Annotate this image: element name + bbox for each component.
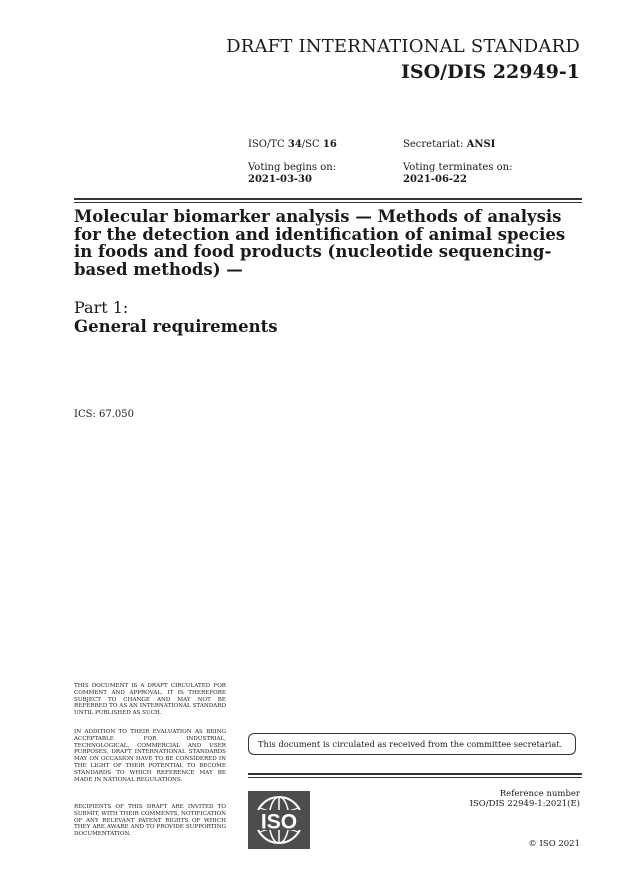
draft-standard-heading: DRAFT INTERNATIONAL STANDARD <box>226 36 580 57</box>
disclaimer-paragraph: THIS DOCUMENT IS A DRAFT CIRCULATED FOR COMMENT AND APPROVAL. IT IS THEREFORE SUBJECT TO CHANGE AND MAY NOT BE REFERRED TO AS AN INTERNATIONAL STANDARD UNTIL PUBLISHED AS SUCH. <box>74 683 226 717</box>
iso-logo <box>248 791 310 849</box>
reference-label: Reference number <box>499 789 580 799</box>
part-label: Part 1: <box>74 298 129 317</box>
voting-ends-label: Voting terminates on: <box>403 162 513 173</box>
footer-divider-thin <box>248 777 582 778</box>
committee: ISO/TC 34/SC 16 <box>248 139 337 150</box>
voting-begins-label: Voting begins on: <box>248 162 337 173</box>
ics-code: ICS: 67.050 <box>74 409 134 420</box>
reference-number: ISO/DIS 22949-1:2021(E) <box>469 799 580 809</box>
footer-divider <box>248 773 582 775</box>
iso-globe-icon <box>248 791 310 849</box>
disclaimer-paragraph: IN ADDITION TO THEIR EVALUATION AS BEING ACCEPTABLE FOR INDUSTRIAL, TECHNOLOGICAL, COMMERCIAL AND USER PURPOSES, DRAFT INTERNATIONAL STANDARDS MAY ON OCCASION HAVE TO BE CONSIDERED IN THE LIGHT OF THEIR POTENTIAL TO BECOME STANDARDS TO WHICH REFERENCE MAY BE MADE IN NATIONAL REGULATIONS. <box>74 729 226 783</box>
iso-logo-text: ISO <box>260 810 298 834</box>
copyright: © ISO 2021 <box>528 839 580 849</box>
voting-ends-date: 2021-06-22 <box>403 174 467 185</box>
document-number: ISO/DIS 22949-1 <box>400 61 580 83</box>
part-title: General requirements <box>74 317 278 336</box>
voting-begins-date: 2021-03-30 <box>248 174 312 185</box>
secretariat: Secretariat: ANSI <box>403 139 496 150</box>
disclaimer-paragraph: RECIPIENTS OF THIS DRAFT ARE INVITED TO SUBMIT, WITH THEIR COMMENTS, NOTIFICATION OF ANY RELEVANT PATENT RIGHTS OF WHICH THEY ARE AWARE AND TO PROVIDE SUPPORTING DOCUMENTATION. <box>74 804 226 838</box>
document-title: Molecular biomarker analysis — Methods of analysis for the detection and identification of animal species in foods and food products (nucleotide sequencing-based methods) — <box>74 207 566 279</box>
header-divider-thin <box>74 202 582 203</box>
header-divider <box>74 198 582 200</box>
notice-text: This document is circulated as received from the committee secretariat. <box>258 739 563 749</box>
